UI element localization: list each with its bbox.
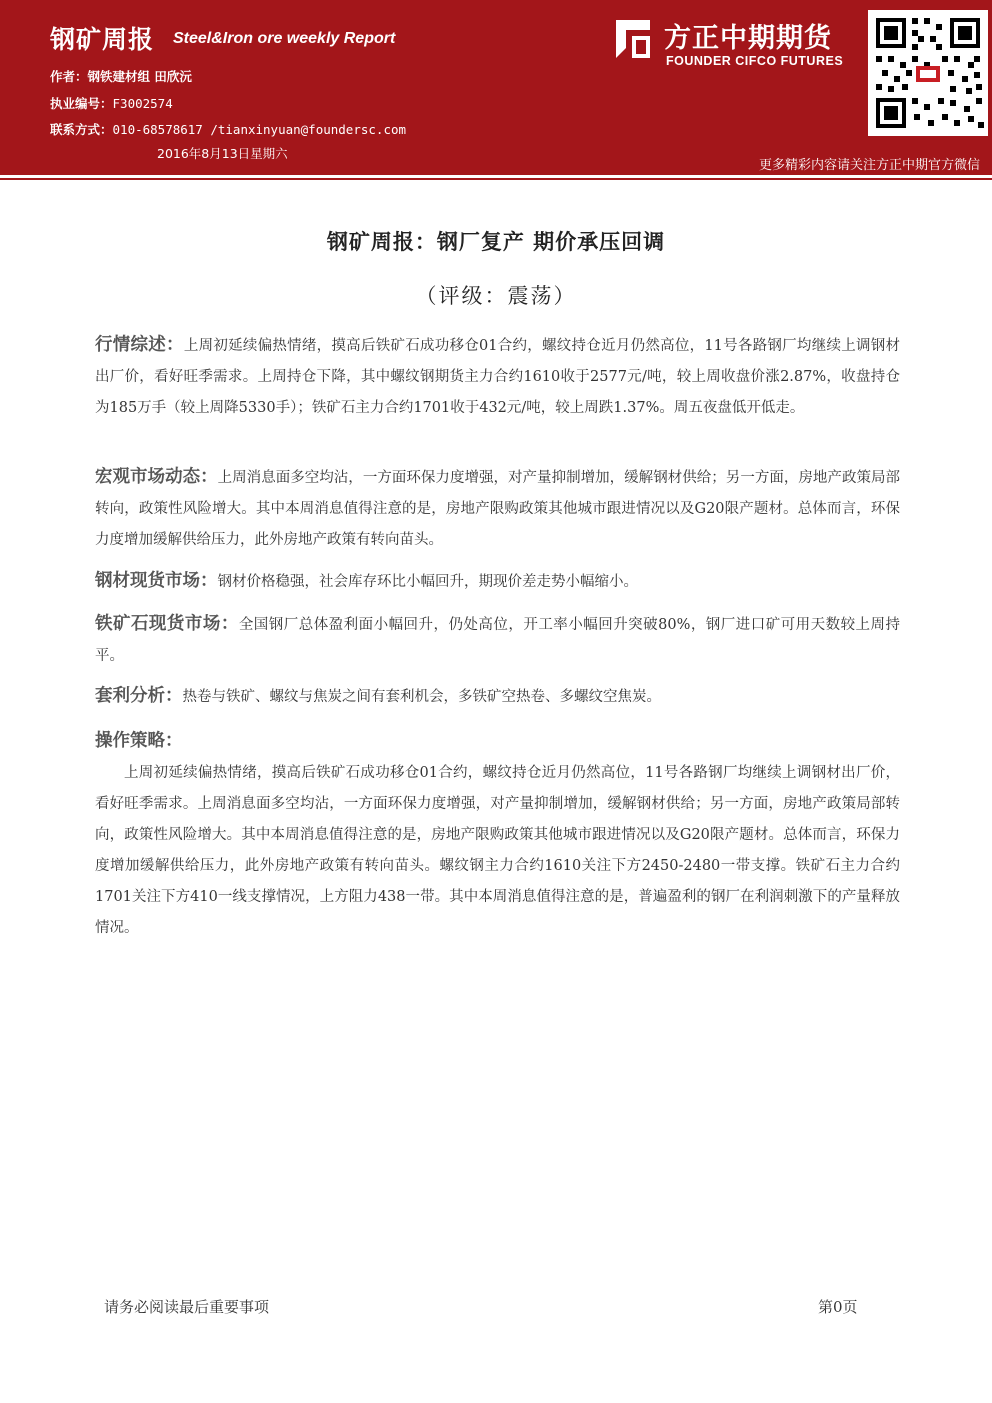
contact-value: 010-68578617 /tianxinyuan@foundersc.com [112, 122, 407, 137]
license-label: 执业编号： [50, 96, 113, 111]
author-value: 钢铁建材组 田欣沅 [87, 69, 192, 84]
section-arbitrage [95, 681, 900, 713]
section-body: 钢材价格稳强，社会库存环比小幅回升，期现价差走势小幅缩小。 [217, 574, 638, 590]
brand-name-en: FOUNDER CIFCO FUTURES [666, 54, 844, 68]
section-steel-spot [95, 566, 900, 598]
section-heading: 行情综述： [95, 335, 184, 355]
qr-code-icon [868, 10, 988, 136]
section-iron-ore-spot [95, 609, 900, 672]
qr-code-graphic [868, 10, 988, 136]
section-heading: 钢材现货市场： [95, 571, 218, 591]
section-macro [95, 462, 900, 556]
author-line [50, 67, 192, 85]
author-label: 作者： [50, 69, 88, 84]
section-body: 上周消息面多空均沾，一方面环保力度增强，对产量抑制增加，缓解钢材供给；另一方面，房地产政策局部转向，政策性风险增大。其中本周消息值得注意的是，房地产限购政策其他城市跟进情况以及G20限产题材。总体而言，环保力度增加缓解供给压力，此外房地产政策有转向苗头。 [95, 470, 901, 548]
contact-line [50, 120, 406, 138]
section-heading: 铁矿石现货市场： [95, 614, 239, 634]
section-body: 上周初延续偏热情绪，摸高后铁矿石成功移仓01合约，螺纹持仓近月仍然高位，11号各路钢厂均继续上调钢材出厂价，看好旺季需求。上周持仓下降，其中螺纹钢期货主力合约1610收于2577元/吨，较上周收盘价涨2.87%，收盘持仓为185万手（较上周降5330手）；铁矿石主力合约1701收于432元/吨，较上周跌1.37%。周五夜盘低开低走。 [95, 338, 900, 416]
section-body: 热卷与铁矿、螺纹与焦炭之间有套利机会，多铁矿空热卷、多螺纹空焦炭。 [182, 689, 661, 705]
brand-mark-icon [610, 16, 656, 62]
section-market-overview [95, 330, 900, 424]
brand-name-cn: 方正中期期货 [664, 23, 832, 54]
license-line [50, 94, 173, 112]
document-title: 钢矿周报：钢厂复产 期价承压回调 [326, 230, 666, 254]
section-heading: 套利分析： [95, 686, 183, 706]
report-series-title: 钢矿周报 [50, 25, 155, 54]
report-date: 2016年8月13日星期六 [157, 146, 288, 161]
report-header [0, 0, 992, 175]
strategy-body: 上周初延续偏热情绪，摸高后铁矿石成功移仓01合约，螺纹持仓近月仍然高位，11号各路钢厂均继续上调钢材出厂价，看好旺季需求。上周消息面多空均沾，一方面环保力度增强，对产量抑制增加，缓解钢材供给；另一方面，房地产政策局部转向，政策性风险增大。其中本周消息值得注意的是，房地产限购政策其他城市跟进情况以及G20限产题材。总体而言，环保力度增加缓解供给压力，此外房地产政策有转向苗头。螺纹钢主力合约1610关注下方2450-2480一带支撑。铁矿石主力合约1701关注下方410一线支撑情况，上方阻力438一带。其中本周消息值得注意的是，普遍盈利的钢厂在利润刺激下的产量释放情况。 [95, 765, 900, 936]
wechat-follow-note: 更多精彩内容请关注方正中期官方微信 [758, 158, 980, 173]
rating: （评级：震荡） [415, 284, 577, 308]
license-value: F3002574 [112, 96, 173, 111]
footer-notice: 请务必阅读最后重要事项 [104, 1298, 270, 1316]
page-number: 第0页 [818, 1298, 858, 1316]
report-series-subtitle: Steel&Iron ore weekly Report [173, 30, 396, 47]
section-body: 全国钢厂总体盈利面小幅回升，仍处高位，开工率小幅回升突破80%，钢厂进口矿可用天数较上周持平。 [95, 617, 901, 664]
brand-logo [610, 14, 860, 72]
contact-label: 联系方式： [50, 122, 113, 137]
header-divider [0, 178, 992, 180]
strategy-heading: 操作策略： [95, 731, 183, 751]
section-heading: 宏观市场动态： [95, 467, 218, 487]
